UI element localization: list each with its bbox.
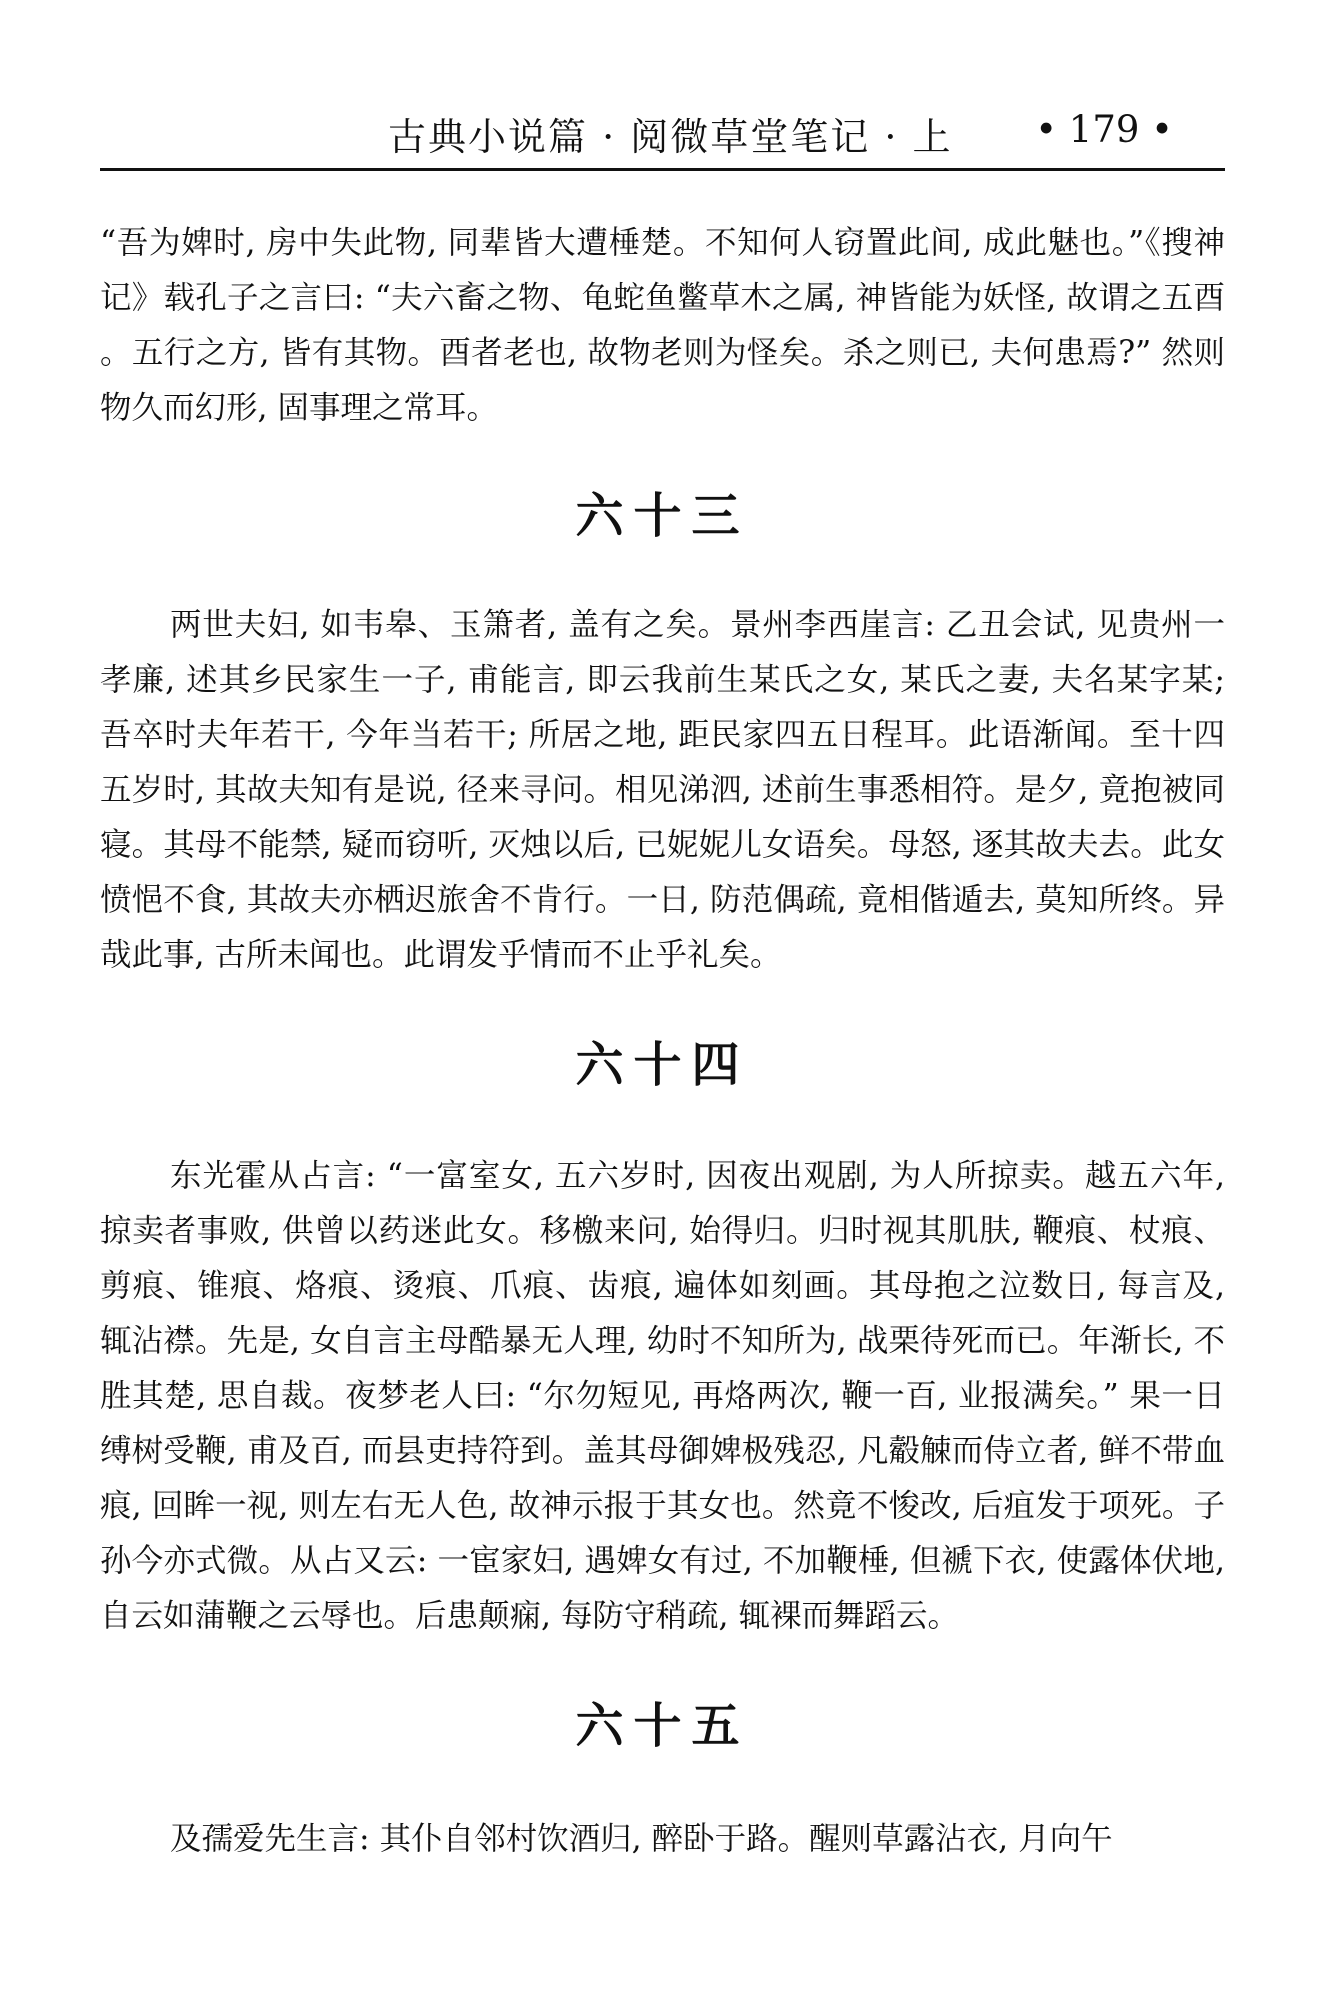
running-header <box>100 98 1225 171</box>
paragraph-65: 及孺爱先生言: 其仆自邻村饮酒归, 醉卧于路。醒则草露沾衣, 月向午 <box>170 1821 1113 1857</box>
paragraph-64: 东光霍从占言: “一富室女, 五六岁时, 因夜出观剧, 为人所掠卖。越五六年, 掠卖者事败, 供曾以药迷此女。移檄来问, 始得归。归时视其肌肤, 鞭痕、杖痕、剪痕、锥痕、烙痕、烫痕、爪痕、齿痕, 遍体如刻画。其母抱之泣数日, 每言及, 辄沾襟。先是, 女自言主母酷暴无人理, 幼时不知所为, 战栗待死而已。年渐长, 不胜其楚, 思自裁。夜梦老人曰: “尔勿短见, 再烙两次, 鞭一百, 业报满矣。” 果一日缚树受鞭, 甫及百, 而县吏持符到。盖其母御婢极残忍, 凡觳觫而侍立者, 鲜不带血痕, 回眸一视, 则左右无人色, 故神示报于其女也。然竟不悛改, 后疽发于项死。子孙今亦式微。从占又云: 一宦家妇, 遇婢女有过, 不加鞭棰, 但褫下衣, 使露体伏地, 自云如蒲鞭之云辱也。后患颠痫, 每防守稍疏, 辄裸而舞蹈云。 <box>100 1158 1225 1634</box>
running-header-title: 古典小说篇 · 阅微草堂笔记 · 上 <box>388 115 953 159</box>
paragraph-continued: “吾为婢时, 房中失此物, 同辈皆大遭棰楚。不知何人窃置此间, 成此魅也。”《搜神记》载孔子之言曰: “夫六畜之物、龟蛇鱼鳖草木之属, 神皆能为妖怪, 故谓之五酉。五行之方, 皆有其物。酉者老也, 故物老则为怪矣。杀之则已, 夫何患焉?” 然则物久而幻形, 固事理之常耳。 <box>100 225 1225 426</box>
section-heading-63: 六十三 <box>575 488 750 544</box>
body-text <box>100 216 1225 1867</box>
paragraph-63: 两世夫妇, 如韦皋、玉箫者, 盖有之矣。景州李西崖言: 乙丑会试, 见贵州一孝廉, 述其乡民家生一子, 甫能言, 即云我前生某氏之女, 某氏之妻, 夫名某字某; 吾卒时夫年若干, 今年当若干; 所居之地, 距民家四五日程耳。此语渐闻。至十四五岁时, 其故夫知有是说, 径来寻问。相见涕泗, 述前生事悉相符。是夕, 竟抱被同寝。其母不能禁, 疑而窃听, 灭烛以后, 已妮妮儿女语矣。母怒, 逐其故夫去。此女愤悒不食, 其故夫亦栖迟旅舍不肯行。一日, 防范偶疏, 竟相偕遁去, 莫知所终。异哉此事, 古所未闻也。此谓发乎情而不止乎礼矣。 <box>100 607 1225 973</box>
section-heading-64: 六十四 <box>575 1037 750 1093</box>
section-heading-65: 六十五 <box>575 1698 750 1754</box>
page-number: • 179 • <box>1035 108 1173 151</box>
